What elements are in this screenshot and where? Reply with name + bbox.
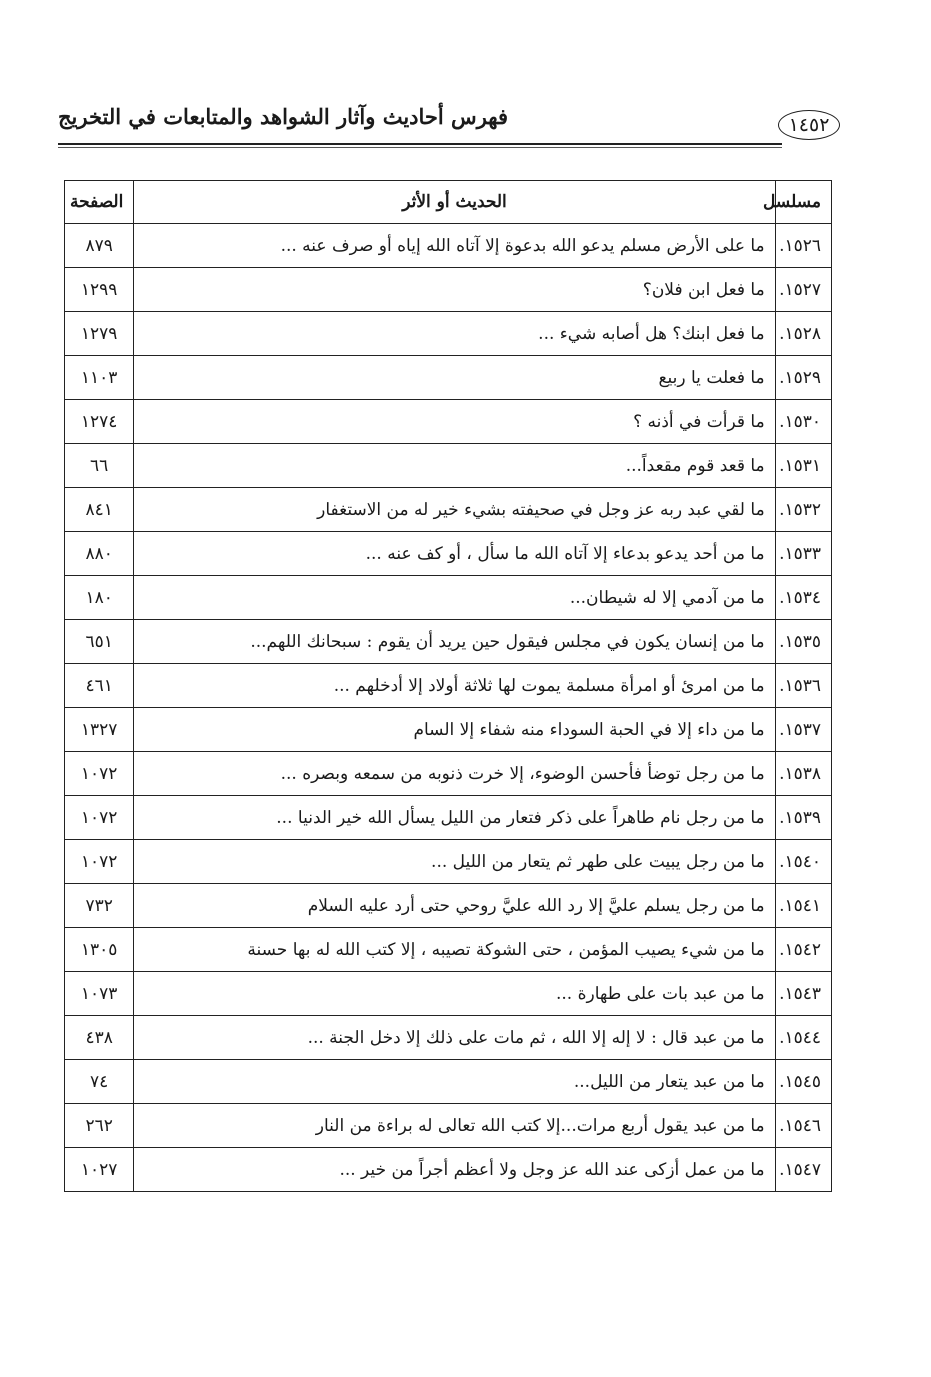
serial-cell: ١٥٣٥. [775, 620, 831, 664]
hadith-text-cell: ما لقي عبد ربه عز وجل في صحيفته بشيء خير له من الاستغفار [134, 488, 775, 532]
header-serial: مسلسل [775, 181, 831, 224]
page-ref-cell: ٨٧٩ [65, 224, 134, 268]
serial-cell: ١٥٢٨. [775, 312, 831, 356]
hadith-text-cell: ما من عبد قال : لا إله إلا الله ، ثم مات على ذلك إلا دخل الجنة ... [134, 1016, 775, 1060]
hadith-text-cell: ما من داء إلا في الحبة السوداء منه شفاء إلا السام [134, 708, 775, 752]
serial-cell: ١٥٤٢. [775, 928, 831, 972]
serial-cell: ١٥٤٠. [775, 840, 831, 884]
page-ref-cell: ١٣٠٥ [65, 928, 134, 972]
serial-cell: ١٥٤١. [775, 884, 831, 928]
serial-cell: ١٥٢٧. [775, 268, 831, 312]
page-ref-cell: ٧٤ [65, 1060, 134, 1104]
table-row [65, 268, 832, 312]
header-page: الصفحة [65, 181, 134, 224]
table-row [65, 444, 832, 488]
header-rule [58, 143, 782, 145]
page-ref-cell: ٢٦٢ [65, 1104, 134, 1148]
serial-cell: ١٥٣٣. [775, 532, 831, 576]
serial-cell: ١٥٣٤. [775, 576, 831, 620]
table-row [65, 1060, 832, 1104]
page-ref-cell: ١٢٩٩ [65, 268, 134, 312]
table-header-row [65, 181, 832, 224]
page-ref-cell: ١٠٢٧ [65, 1148, 134, 1192]
page-ref-cell: ٦٦ [65, 444, 134, 488]
serial-cell: ١٥٣١. [775, 444, 831, 488]
serial-cell: ١٥٣٦. [775, 664, 831, 708]
hadith-text-cell: ما من امرئ أو امرأة مسلمة يموت لها ثلاثة أولاد إلا أدخلهم ... [134, 664, 775, 708]
table-row [65, 752, 832, 796]
table-row [65, 884, 832, 928]
table-row [65, 1148, 832, 1192]
header-text: الحديث أو الأثر [134, 181, 775, 224]
hadith-text-cell: ما من عبد يتعار من الليل... [134, 1060, 775, 1104]
page-number: ١٤٥٢ [778, 110, 840, 140]
table-row [65, 664, 832, 708]
page-ref-cell: ١٠٧٢ [65, 796, 134, 840]
table-row [65, 532, 832, 576]
table-body [65, 224, 832, 1192]
page-ref-cell: ٨٤١ [65, 488, 134, 532]
hadith-text-cell: ما قرأت في أذنه ؟ [134, 400, 775, 444]
page-ref-cell: ١٠٧٣ [65, 972, 134, 1016]
table-row [65, 576, 832, 620]
table-row [65, 1016, 832, 1060]
page-ref-cell: ١٣٢٧ [65, 708, 134, 752]
serial-cell: ١٥٤٤. [775, 1016, 831, 1060]
serial-cell: ١٥٣٩. [775, 796, 831, 840]
table-row [65, 312, 832, 356]
table-row [65, 488, 832, 532]
table-row [65, 972, 832, 1016]
hadith-text-cell: ما من رجل توضأ فأحسن الوضوء، إلا خرت ذنوبه من سمعه وبصره ... [134, 752, 775, 796]
serial-cell: ١٥٢٦. [775, 224, 831, 268]
running-head [58, 100, 840, 152]
hadith-text-cell: ما من عبد يقول أربع مرات...إلا كتب الله تعالى له براءة من النار [134, 1104, 775, 1148]
header-rule-thin [58, 147, 782, 148]
page-ref-cell: ١١٠٣ [65, 356, 134, 400]
table-row [65, 356, 832, 400]
table-row [65, 224, 832, 268]
table-row [65, 928, 832, 972]
serial-cell: ١٥٤٥. [775, 1060, 831, 1104]
page-ref-cell: ١٨٠ [65, 576, 134, 620]
hadith-text-cell: ما من إنسان يكون في مجلس فيقول حين يريد أن يقوم : سبحانك اللهم... [134, 620, 775, 664]
hadith-text-cell: ما قعد قوم مقعداً... [134, 444, 775, 488]
serial-cell: ١٥٣٠. [775, 400, 831, 444]
serial-cell: ١٥٤٣. [775, 972, 831, 1016]
page-ref-cell: ١٠٧٢ [65, 840, 134, 884]
page-ref-cell: ٧٣٢ [65, 884, 134, 928]
table-row [65, 708, 832, 752]
page-ref-cell: ٤٦١ [65, 664, 134, 708]
hadith-text-cell: ما من أحد يدعو بدعاء إلا آتاه الله ما سأل ، أو كف عنه ... [134, 532, 775, 576]
hadith-text-cell: ما من عمل أزكى عند الله عز وجل ولا أعظم أجراً من خير ... [134, 1148, 775, 1192]
table-row [65, 1104, 832, 1148]
hadith-text-cell: ما من رجل يسلم عليَّ إلا رد الله عليَّ روحي حتى أرد عليه السلام [134, 884, 775, 928]
page-ref-cell: ٨٨٠ [65, 532, 134, 576]
hadith-text-cell: ما فعل ابن فلان؟ [134, 268, 775, 312]
table-row [65, 840, 832, 884]
page-ref-cell: ٦٥١ [65, 620, 134, 664]
page-ref-cell: ١٠٧٢ [65, 752, 134, 796]
serial-cell: ١٥٣٢. [775, 488, 831, 532]
page-ref-cell: ٤٣٨ [65, 1016, 134, 1060]
table-row [65, 796, 832, 840]
hadith-text-cell: ما من عبد بات على طهارة ... [134, 972, 775, 1016]
hadith-text-cell: ما من آدمي إلا له شيطان... [134, 576, 775, 620]
hadith-text-cell: ما فعلت يا ربيع [134, 356, 775, 400]
serial-cell: ١٥٢٩. [775, 356, 831, 400]
running-title: فهرس أحاديث وآثار الشواهد والمتابعات في التخريج [58, 104, 508, 129]
table-row [65, 620, 832, 664]
hadith-text-cell: ما فعل ابنك؟ هل أصابه شيء ... [134, 312, 775, 356]
table-row [65, 400, 832, 444]
hadith-text-cell: ما من شيء يصيب المؤمن ، حتى الشوكة تصيبه ، إلا كتب الله له بها حسنة [134, 928, 775, 972]
index-table [64, 180, 832, 1192]
serial-cell: ١٥٣٨. [775, 752, 831, 796]
serial-cell: ١٥٤٧. [775, 1148, 831, 1192]
hadith-text-cell: ما من رجل يبيت على طهر ثم يتعار من الليل ... [134, 840, 775, 884]
hadith-text-cell: ما على الأرض مسلم يدعو الله بدعوة إلا آتاه الله إياه أو صرف عنه ... [134, 224, 775, 268]
page-ref-cell: ١٢٧٩ [65, 312, 134, 356]
serial-cell: ١٥٣٧. [775, 708, 831, 752]
hadith-text-cell: ما من رجل نام طاهراً على ذكر فتعار من الليل يسأل الله خير الدنيا ... [134, 796, 775, 840]
page-ref-cell: ١٢٧٤ [65, 400, 134, 444]
serial-cell: ١٥٤٦. [775, 1104, 831, 1148]
